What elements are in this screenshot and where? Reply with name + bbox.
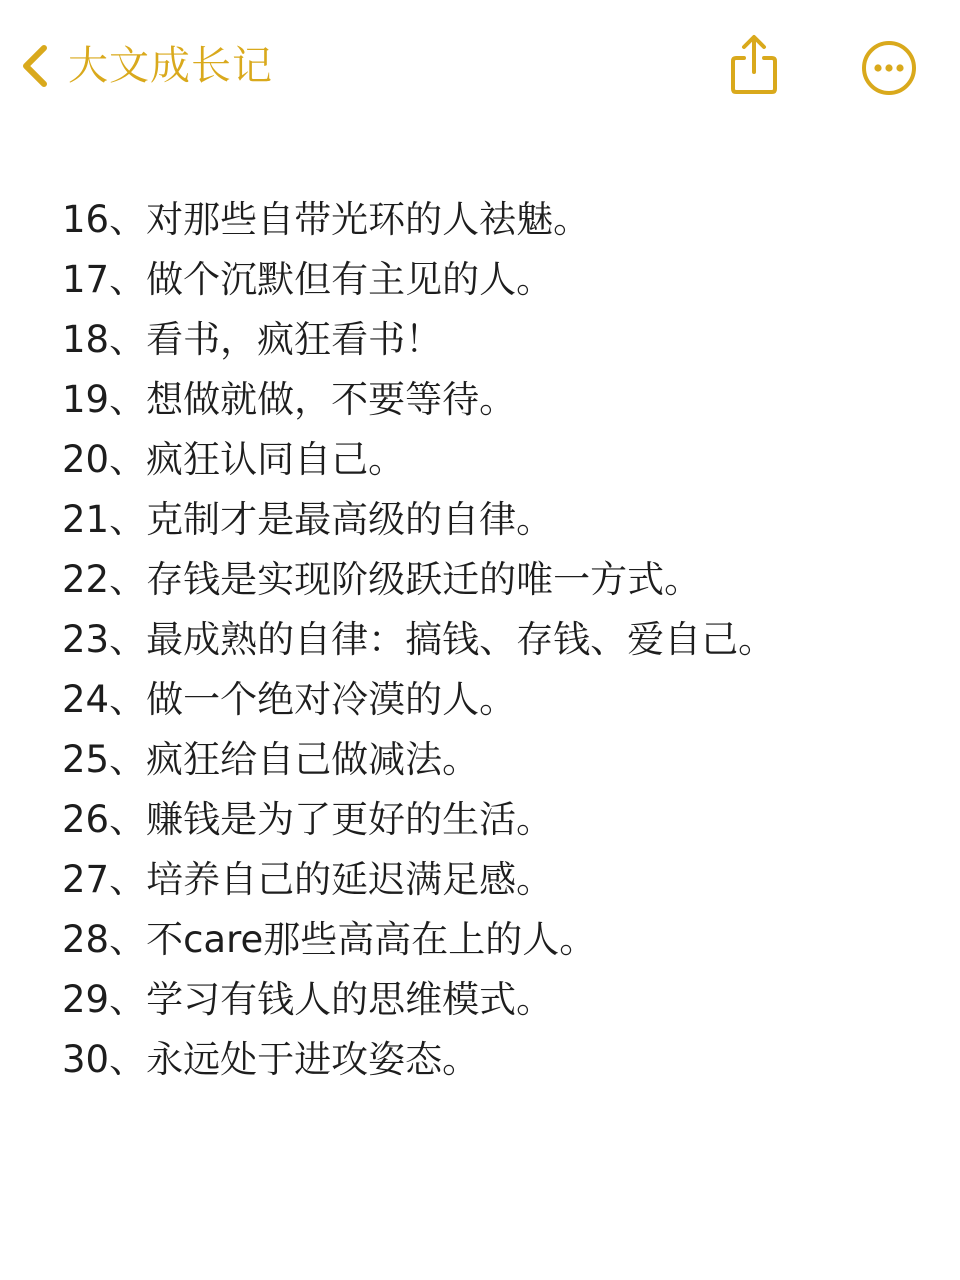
note-line: 27、培养自己的延迟满足感。	[62, 858, 554, 901]
note-line: 18、看书，疯狂看书！	[62, 318, 443, 361]
note-line: 21、克制才是最高级的自律。	[62, 498, 554, 541]
note-line: 29、学习有钱人的思维模式。	[62, 978, 554, 1021]
back-label: 大文成长记	[68, 43, 273, 89]
navigation-bar	[0, 0, 960, 140]
ellipsis-circle-icon	[861, 81, 917, 100]
note-line: 20、疯狂认同自己。	[62, 438, 406, 481]
note-line: 24、做一个绝对冷漠的人。	[62, 678, 517, 721]
note-line: 19、想做就做，不要等待。	[62, 378, 517, 421]
note-line: 30、永远处于进攻姿态。	[62, 1038, 480, 1081]
note-line: 16、对那些自带光环的人祛魅。	[62, 198, 591, 241]
share-icon	[728, 81, 780, 100]
note-body[interactable]	[62, 190, 942, 1090]
more-button[interactable]	[861, 40, 917, 96]
share-button[interactable]	[728, 34, 780, 96]
note-line: 22、存钱是实现阶级跃迁的唯一方式。	[62, 558, 702, 601]
chevron-left-icon	[18, 38, 52, 94]
back-button[interactable]	[18, 38, 273, 94]
note-line: 26、赚钱是为了更好的生活。	[62, 798, 554, 841]
note-line: 23、最成熟的自律：搞钱、存钱、爱自己。	[62, 618, 776, 661]
note-line: 25、疯狂给自己做减法。	[62, 738, 480, 781]
note-line: 17、做个沉默但有主见的人。	[62, 258, 554, 301]
note-line: 28、不care那些高高在上的人。	[62, 918, 597, 961]
